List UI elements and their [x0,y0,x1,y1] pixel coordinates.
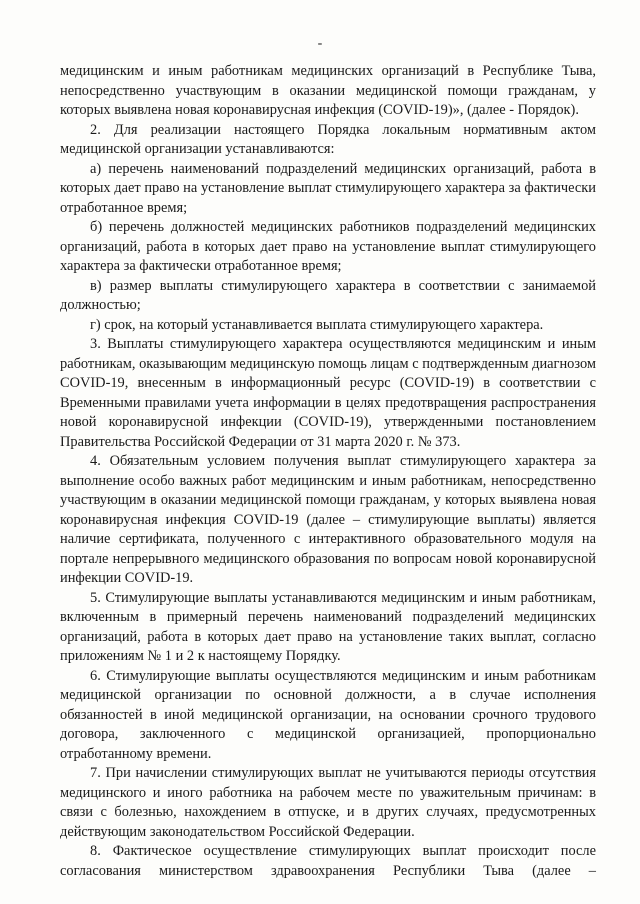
page-mark: - [317,36,323,51]
paragraph-5: 5. Стимулирующие выплаты устанавливаются медицинским и иным работникам, включенным в примерный перечень наименований подразделений медицинских организаций, работа в которых дает право на установление таких выплат, согласно приложениям № 1 и 2 к настоящему Порядку. [60,589,596,664]
list-item-v: в) размер выплаты стимулирующего характера в соответствии с занимаемой должностью; [60,277,596,313]
list-item-g: г) срок, на который устанавливается выплата стимулирующего характера. [90,316,544,333]
paragraph-7: 7. При начислении стимулирующих выплат не учитываются периоды отсутствия медицинского и иного работника на рабочем месте по уважительным причинам: в связи с болезнью, нахождением в отпуске, и в других случаях, предусмотренных действующим законодательством Российской Федерации. [60,765,596,840]
paragraph-1-continuation: медицинским и иным работникам медицинских организаций в Республике Тыва, непосредственно участвующим в оказании медицинской помощи гражданам, у которых выявлена новая коронавирусная инфекция (COVID-19)», (далее - Порядок). [60,63,596,118]
list-item-a: а) перечень наименований подразделений медицинских организаций, работа в которых дает право на установление выплат стимулирующего характера за фактически отработанное время; [60,160,596,216]
paragraph-3: 3. Выплаты стимулирующего характера осуществляются медицинским и иным работникам, оказывающим медицинскую помощь лицам с подтвержденным диагнозом COVID-19, внесенным в информационный ресурс (COVID-19) в соответствии с Временными правилами учета информации в целях предотвращения распространения новой коронавирусной инфекции (COVID-19), утвержденными постановлением Правительства Российской Федерации от 31 марта 2020 г. № 373. [60,336,596,450]
paragraph-4: 4. Обязательным условием получения выплат стимулирующего характера за выполнение особо важных работ медицинским и иным работникам, непосредственно участвующим в оказании медицинской помощи гражданам, у которых выявлена новая коронавирусная инфекция COVID-19 (далее – стимулирующие выплаты) является наличие сертификата, полученного с интерактивного образовательного модуля на портале непрерывного медицинского образования по вопросам новой коронавирусной инфекции COVID-19. [60,453,596,586]
paragraph-6: 6. Стимулирующие выплаты осуществляются медицинским и иным работникам медицинской организации по основной должности, а в случае исполнения обязанностей в иной медицинской организации, на основании срочного трудового договора, заключенного с медицинской организацией, пропорционально отработанному времени. [60,667,596,762]
paragraph-2: 2. Для реализации настоящего Порядка локальным нормативным актом медицинской организации устанавливаются: [60,121,596,157]
document-body [60,62,596,881]
list-item-b: б) перечень должностей медицинских работников подразделений медицинских организаций, работа в которых дает право на установление выплат стимулирующего характера за фактически отработанное время; [60,219,596,274]
paragraph-8: 8. Фактическое осуществление стимулирующих выплат происходит после согласования министерством здравоохранения Республики Тыва (далее – [60,843,596,879]
